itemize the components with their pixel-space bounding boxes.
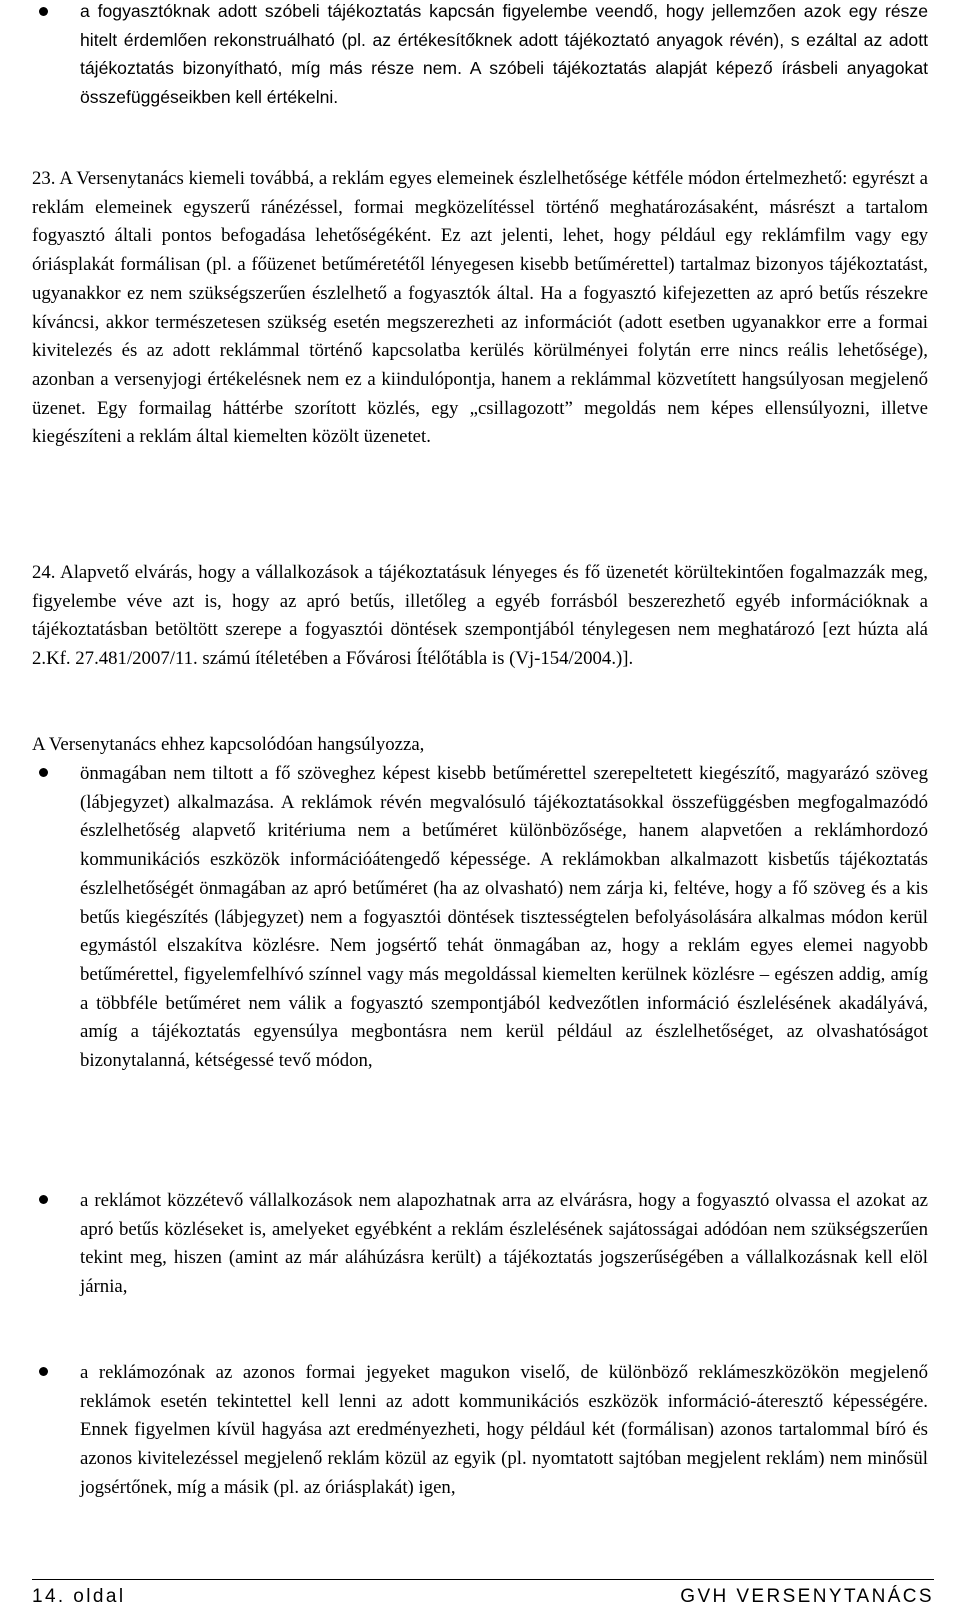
paragraph-24: 24. Alapvető elvárás, hogy a vállalkozások a tájékoztatásuk lényeges és fő üzenetét körültekintően fogalmazzák meg, figyelembe véve azt is, hogy az apró betűs, illetőleg a egyéb forrásból beszerezhető egyéb információknak a tájékoztatásban betöltött szerepe a fogyasztói döntések szempontjából ténylegesen nem meghatározó [ezt húzta alá 2.Kf. 27.481/2007/11. számú ítéletében a Fővárosi Ítélőtábla is (Vj-154/2004.)]. (32, 562, 928, 670)
bullet-item: a reklámozónak az azonos formai jegyeket magukon viselő, de különböző reklámeszközökön megjelenő reklámok esetén tekintettel kell lenni az adott kommunikációs eszközök információ-áteresztő képességére. Ennek figyelmen kívül hagyása azt eredményezheti, hogy például két (formálisan) azonos tartalommal bíró és azonos kivitelezéssel megjelenő reklám közül az egyik (pl. nyomtatott sajtóban megjelent reklám) nem minősül jogsértőnek, míg a másik (pl. az óriásplakát) igen, (80, 1362, 928, 1498)
bullet-item: a reklámot közzétevő vállalkozások nem alapozhatnak arra az elvárásra, hogy a fogyasztó olvassa el azokat az apró betűs közléseket is, amelyeket egyébként a reklám észlelésének sajátosságai adódóan nem szükségszerűen tekint meg, hiszen (amint az már aláhúzásra került) a tájékoztatás jogszerűségében a vállalkozásnak kell elöl járnia, (80, 1190, 928, 1298)
paragraph-23: 23. A Versenytanács kiemeli továbbá, a reklám egyes elemeinek észlelhetősége kétféle módon értelmezhető: egyrészt a reklám elemeinek egyszerű ránézéssel, formai megközelítéssel történő meghatározásaként, másrészt a tartalom fogyasztó általi pontos befogadása lehetőségéként. Ez azt jelenti, lehet, hogy például egy reklámfilm vagy egy óriásplakát formálisan (pl. a főüzenet betűméretétől lényegesen kisebb betűmérettel) tartalmaz bizonyos tájékoztatást, ugyanakkor ez nem szükségszerűen észlelhető a fogyasztók által. Ha a fogyasztó kifejezetten az apró betűs részekre kíváncsi, akkor természetesen szükség esetén megszerezheti az információt (adott esetben ugyanakkor erre a formai kivitelezés és az adott reklámmal történő kapcsolatba kerülés körülményei folytán erre nincs reális lehetősége), azonban a versenyjogi értékelésnek nem ez a kiindulópontja, hanem a reklámmal közvetített hangsúlyosan megjelenő üzenet. Egy formailag háttérbe szorított közlés, egy „csillagozott” megoldás nem képes ellensúlyozni, illetve kiegészíteni a reklám által kiemelten közölt üzenetet. (32, 168, 928, 448)
bullet-icon (39, 768, 53, 782)
bullet-icon (39, 1367, 53, 1381)
footer-organization: GVH VERSENYTANÁCS (680, 1586, 934, 1607)
bullet-item: önmagában nem tiltott a fő szöveghez képest kisebb betűmérettel szerepeltetett kiegészítő, magyarázó szöveg (lábjegyzet) alkalmazása. A reklámok révén megvalósuló tájékoztatásokkal összefüggésben megfogalmazódó észlelhetőség alapvető kritériuma nem a betűméret különbözősége, hanem alapvetően a reklámhordozó kommunikációs eszközök információátengedő képessége. A reklámokban alkalmazott kisbetűs tájékoztatás észlelhetőségét önmagában az apró betűméret (ha az olvasható) nem zárja ki, feltéve, hogy a fő szöveg és a kis betűs kiegészítés (lábjegyzet) nem a fogyasztói döntések tisztességtelen befolyásolására alkalmas módon kerül egymástól elszakítva közlésre. Nem jogsértő tehát önmagában az, hogy a reklám egyes elemei nagyobb betűmérettel, figyelemfelhívó színnel vagy más megoldással kiemelten kerülnek közlésre – egészen addig, amíg a többféle betűméret nem válik a fogyasztó szempontjából kedvezőtlen információ észlelésének akadályává, amíg a tájékoztatás egyensúlya megbontásra nem kerül például az észlelhetőséget, az olvashatóságot bizonytalanná, kétségessé tevő módon, (80, 763, 928, 1072)
bullet-icon (39, 7, 53, 21)
bullet-icon (39, 1195, 53, 1209)
intro-paragraph: A Versenytanács ehhez kapcsolódóan hangsúlyozza, (32, 734, 425, 755)
page-number: 14. oldal (32, 1586, 126, 1607)
footer-divider (32, 1579, 934, 1580)
bullet-item: a fogyasztóknak adott szóbeli tájékoztatás kapcsán figyelembe veendő, hogy jellemzően azok egy része hitelt érdemlően rekonstruálható (pl. az értékesítőknek adott tájékoztató anyagok révén), s ezáltal az adott tájékoztatás bizonyítható, míg más része nem. A szóbeli tájékoztatás alapját képező írásbeli anyagokat összefüggéseikben kell értékelni. (80, 1, 928, 108)
